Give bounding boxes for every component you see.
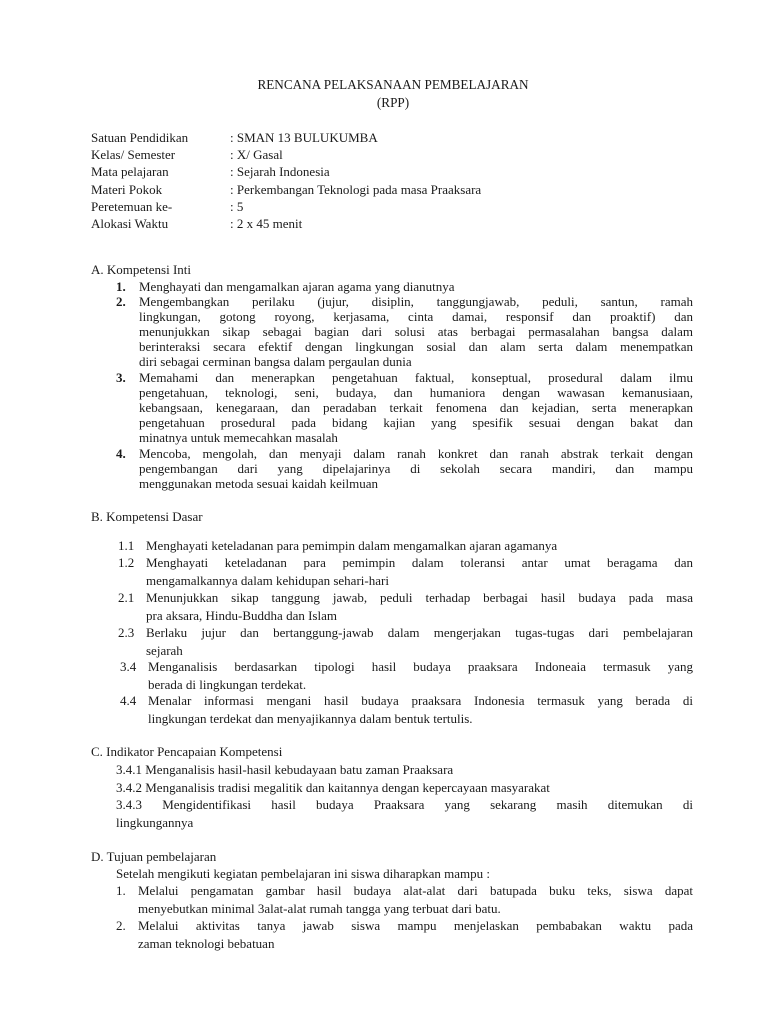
- list-number: 4.: [116, 446, 126, 461]
- document-subtitle: (RPP): [376, 95, 410, 110]
- list-number: 1.: [116, 279, 126, 294]
- identity-label: Mata pelajaran: [91, 164, 169, 179]
- list-item-line: lingkungan terdekat dan menyajikannya dalam bentuk tertulis.: [148, 710, 473, 726]
- list-item-line: minatnya untuk memecahkan masalah: [139, 430, 338, 445]
- list-item-line: menunjukkan sikap sebagai bagian dari solusi atas berbagai permasalahan bangsa dalam: [139, 324, 693, 339]
- list-number: 2.1: [118, 590, 135, 605]
- list-item: [138, 882, 693, 917]
- list-item: [138, 917, 693, 952]
- list-item: [148, 658, 693, 693]
- identity-value: : Perkembangan Teknologi pada masa Praaksara: [230, 182, 482, 197]
- list-item-line: diri sebagai cerminan bangsa dalam pergaulan dunia: [139, 354, 412, 369]
- identity-value: : 2 x 45 menit: [230, 216, 303, 231]
- list-number: 4.4: [120, 693, 137, 708]
- list-item-line: Menghayati dan mengamalkan ajaran agama yang dianutnya: [139, 279, 455, 294]
- identity-value: : X/ Gasal: [230, 147, 283, 162]
- list-item-line: menyebutkan minimal 3alat-alat rumah tangga yang terbuat dari batu.: [138, 900, 501, 916]
- list-item-line: zaman teknologi bebatuan: [138, 935, 275, 951]
- list-item-line: pra aksara, Hindu-Buddha dan Islam: [146, 607, 337, 623]
- identity-label: Alokasi Waktu: [91, 216, 169, 231]
- list-item-line: Memahami dan menerapkan pengetahuan faktual, konseptual, prosedural dalam ilmu: [139, 370, 693, 385]
- list-item: [146, 537, 693, 555]
- section-b-heading: B. Kompetensi Dasar: [91, 509, 203, 524]
- indicator-line: 3.4.2 Menganalisis tradisi megalitik dan kaitannya dengan kepercayaan masyarakat: [116, 779, 550, 795]
- list-item-line: mengamalkannya dalam kehidupan sehari-hari: [146, 572, 389, 588]
- identity-label: Kelas/ Semester: [91, 147, 176, 162]
- list-item: [139, 370, 693, 445]
- list-number: 1.: [116, 883, 126, 898]
- identity-value: : 5: [230, 199, 244, 214]
- indicator-line: 3.4.1 Menganalisis hasil-hasil kebudayaan batu zaman Praaksara: [116, 762, 454, 777]
- list-number: 1.1: [118, 538, 135, 553]
- list-item: [139, 446, 693, 491]
- list-item: [146, 624, 693, 659]
- list-item-line: Menghayati keteladanan para pemimpin dalam mengamalkan ajaran agamanya: [146, 538, 558, 553]
- list-item-line: Mengembangkan perilaku (jujur, disiplin, tanggungjawab, peduli, santun, ramah: [139, 294, 693, 309]
- section-a-heading: A. Kompetensi Inti: [91, 262, 192, 277]
- list-item-line: kebangsaan, kenegaraan, dan peradaban terkait fenomena dan kejadian, serta menerapkan: [139, 400, 693, 415]
- section-d-heading: D. Tujuan pembelajaran: [91, 849, 217, 864]
- list-item: [148, 692, 693, 727]
- indicator-line: 3.4.3 Mengidentifikasi hasil budaya Praaksara yang sekarang masih ditemukan di: [116, 797, 693, 812]
- identity-label: Materi Pokok: [91, 182, 163, 197]
- list-item-line: Menunjukkan sikap tanggung jawab, peduli terhadap berbagai hasil budaya pada masa: [146, 590, 693, 605]
- list-item-line: Menalar informasi mengani hasil budaya praaksara Indonesia termasuk yang berada di: [148, 693, 693, 708]
- list-item-line: berada di lingkungan terdekat.: [148, 676, 307, 692]
- indicator-list: [116, 761, 693, 831]
- list-number: 3.4: [120, 659, 137, 674]
- list-item-line: Menghayati keteladanan para pemimpin dalam toleransi antar umat beragama dan: [146, 555, 693, 570]
- list-item-line: pengetahuan prosedural pada bidang kajian yang spesifik sesuai dengan bakat dan: [139, 415, 693, 430]
- identity-value: : SMAN 13 BULUKUMBA: [230, 130, 378, 145]
- list-number: 2.3: [118, 625, 135, 640]
- list-item: [146, 589, 693, 624]
- list-item-line: lingkungan, gotong royong, kerjasama, cinta damai, responsif dan proaktif) dan: [139, 309, 693, 324]
- identity-label: Peretemuan ke-: [91, 199, 173, 214]
- list-number: 2.: [116, 294, 126, 309]
- identity-value: : Sejarah Indonesia: [230, 164, 330, 179]
- list-item-line: sejarah: [146, 642, 183, 658]
- identity-label: Satuan Pendidikan: [91, 130, 189, 145]
- list-item-line: Menganalisis berdasarkan tipologi hasil budaya praaksara Indoneaia termasuk yang: [148, 659, 693, 674]
- list-item: [139, 279, 693, 294]
- list-item: [139, 294, 693, 369]
- document-title: RENCANA PELAKSANAAN PEMBELAJARAN: [257, 77, 529, 92]
- list-item-line: Mencoba, mengolah, dan menyaji dalam ranah konkret dan ranah abstrak terkait dengan: [139, 446, 693, 461]
- section-d-intro: Setelah mengikuti kegiatan pembelajaran ini siswa diharapkan mampu :: [116, 866, 490, 881]
- list-number: 3.: [116, 370, 126, 385]
- list-number: 2.: [116, 918, 126, 933]
- indicator-line: lingkungannya: [116, 814, 194, 830]
- list-item-line: Berlaku jujur dan bertanggung-jawab dalam mengerjakan tugas-tugas dari pembelajaran: [146, 625, 693, 640]
- list-item-line: menggunakan metoda sesuai kaidah keilmuan: [139, 476, 378, 491]
- list-item-line: Melalui aktivitas tanya jawab siswa mampu menjelaskan pembabakan waktu pada: [138, 918, 693, 933]
- list-item-line: berinteraksi secara efektif dengan lingkungan sosial dan alam serta dalam menempatkan: [139, 339, 693, 354]
- list-item-line: pengetahuan, teknologi, seni, budaya, dan humaniora dengan wawasan kemanusiaan,: [139, 385, 693, 400]
- list-item: [146, 554, 693, 589]
- list-item-line: Melalui pengamatan gambar hasil budaya alat-alat dari batupada buku teks, siswa dapat: [138, 883, 693, 898]
- list-number: 1.2: [118, 555, 135, 570]
- section-c-heading: C. Indikator Pencapaian Kompetensi: [91, 744, 283, 759]
- list-item-line: pengembangan dari yang dipelajarinya di sekolah secara mandiri, dan mampu: [139, 461, 693, 476]
